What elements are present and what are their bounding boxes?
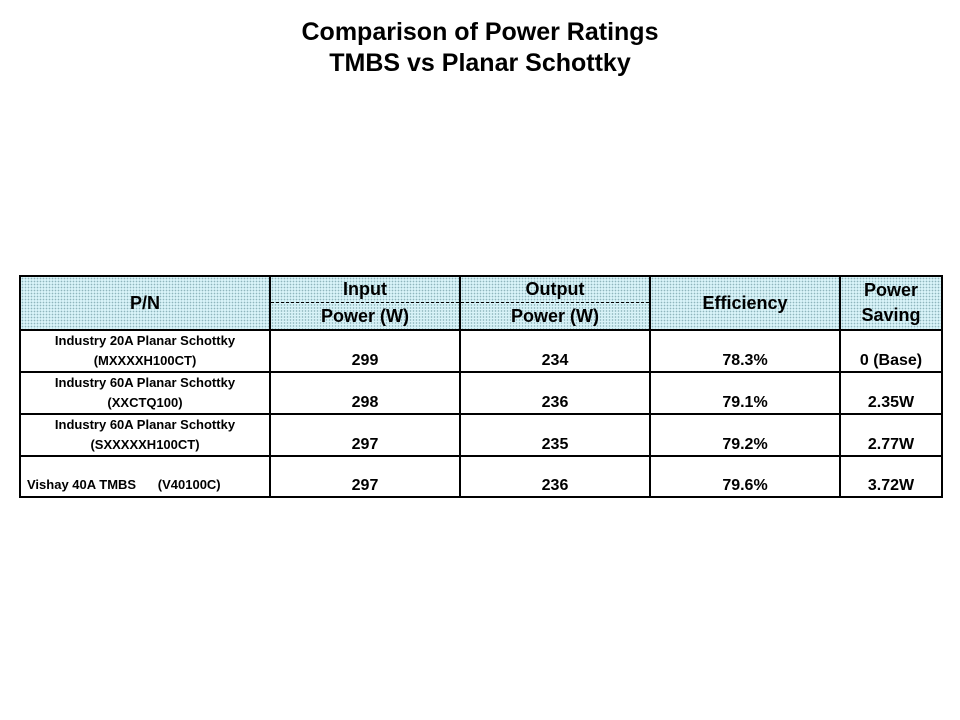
efficiency-cell: 79.6%: [650, 456, 840, 497]
header-pn: P/N: [20, 276, 270, 330]
pn-line-1: Industry 20A Planar Schottky: [54, 333, 236, 348]
power-comparison-table: [19, 275, 943, 498]
output-power-cell: 234: [460, 330, 650, 372]
efficiency-cell: 79.2%: [650, 414, 840, 456]
pn-cell: [20, 414, 270, 456]
header-saving-bottom: Saving: [861, 305, 921, 325]
input-power-cell: 299: [270, 330, 460, 372]
slide-title-line-1: Comparison of Power Ratings: [301, 18, 659, 46]
efficiency-cell: 79.1%: [650, 372, 840, 414]
efficiency-cell: 78.3%: [650, 330, 840, 372]
header-saving-top: Power: [863, 280, 919, 300]
output-power-cell: 235: [460, 414, 650, 456]
slide-title-line-2: TMBS vs Planar Schottky: [329, 49, 631, 77]
header-input-bottom: Power (W): [270, 303, 460, 331]
header-efficiency: Efficiency: [650, 276, 840, 330]
header-output-top: Output: [460, 276, 650, 303]
pn-line-2: (XXCTQ100): [107, 395, 183, 410]
input-power-cell: 298: [270, 372, 460, 414]
header-power-saving: [840, 276, 942, 330]
pn-line-2: (SXXXXXH100CT): [90, 437, 200, 452]
pn-line-2: (MXXXXH100CT): [93, 353, 197, 368]
output-power-cell: 236: [460, 456, 650, 497]
output-power-cell: 236: [460, 372, 650, 414]
pn-cell: [20, 372, 270, 414]
header-row-top: [20, 276, 942, 303]
power-saving-cell: 3.72W: [840, 456, 942, 497]
table-row: [20, 330, 942, 372]
table-row: [20, 414, 942, 456]
input-power-cell: 297: [270, 414, 460, 456]
header-input-top: Input: [270, 276, 460, 303]
power-saving-cell: 2.77W: [840, 414, 942, 456]
pn-cell: [20, 330, 270, 372]
table-row: [20, 372, 942, 414]
input-power-cell: 297: [270, 456, 460, 497]
pn-line-1: Industry 60A Planar Schottky: [54, 375, 236, 390]
pn-line-1: Vishay 40A TMBS (V40100C): [27, 477, 221, 492]
table-row: [20, 456, 942, 497]
pn-line-1: Industry 60A Planar Schottky: [54, 417, 236, 432]
header-output-bottom: Power (W): [460, 303, 650, 331]
power-saving-cell: 2.35W: [840, 372, 942, 414]
pn-cell: [20, 456, 270, 497]
power-saving-cell: 0 (Base): [840, 330, 942, 372]
